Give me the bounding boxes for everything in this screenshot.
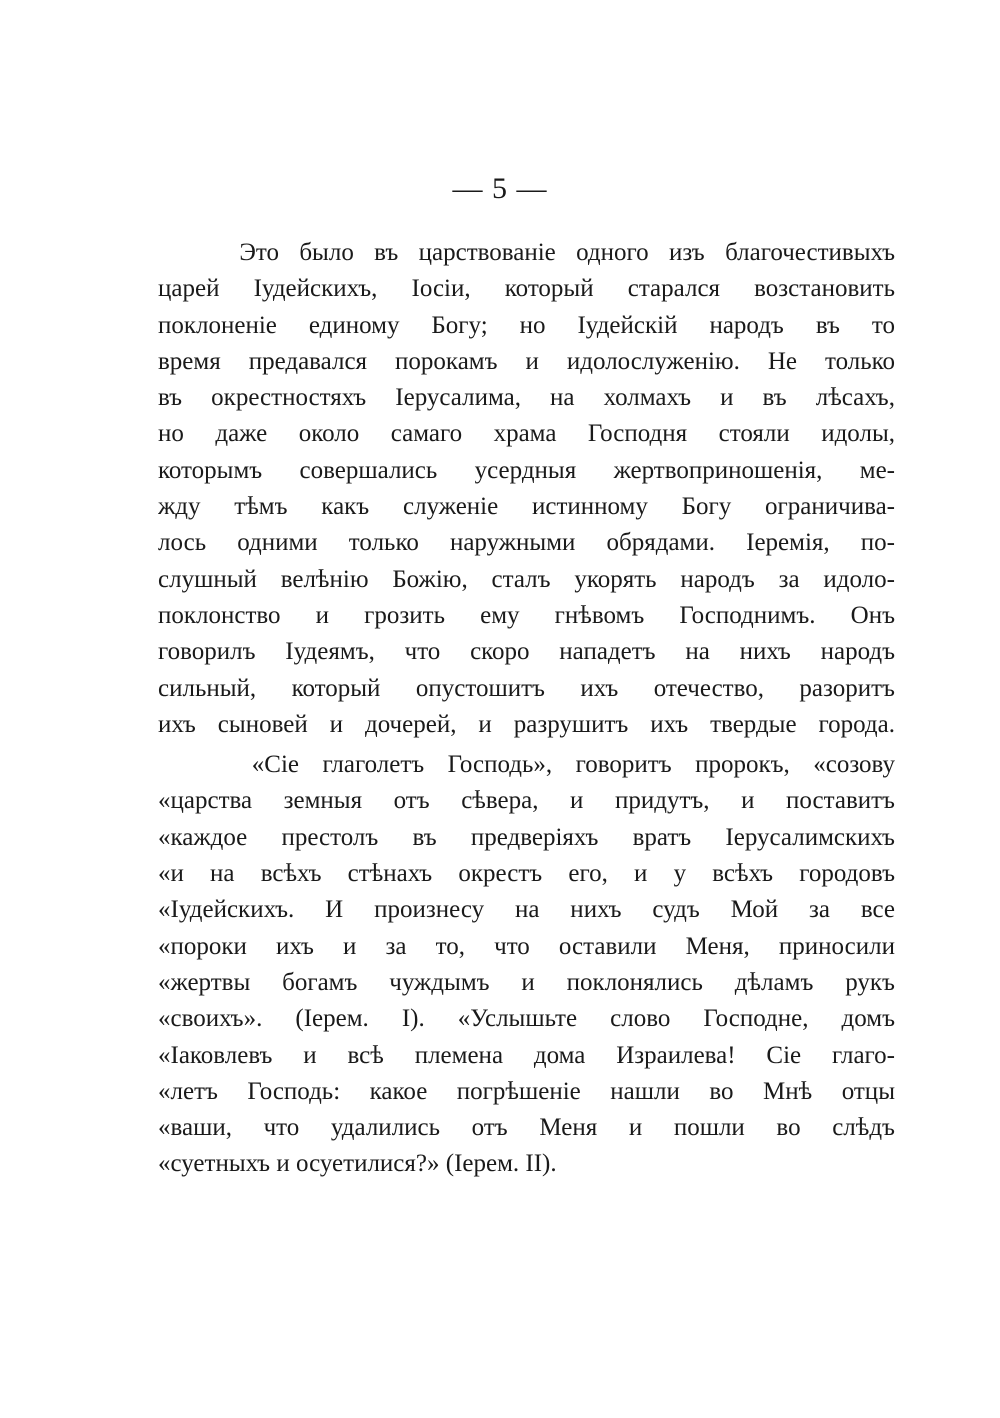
body-text [158,235,895,1183]
text-line: жду тѣмъ какъ служеніе истинному Богу ограничива- [158,493,895,521]
text-line: «жертвы богамъ чуждымъ и поклонялись дѣламъ рукъ [158,968,895,996]
paragraph-1 [158,235,895,743]
text-line: «Сіе глаголетъ Господь», говоритъ пророкъ, «созову [158,751,895,779]
text-line: поклоненіе единому Богу; но Іудейскій народъ въ то [158,311,895,339]
text-line: «пороки ихъ и за то, что оставили Меня, приносили [158,932,895,960]
text-line: «ваши, что удалились отъ Меня и пошли во слѣдъ [158,1114,895,1142]
text-line: «летъ Господь: какое погрѣшеніе нашли во Мнѣ отцы [158,1077,895,1105]
text-line: царей Іудейскихъ, Іосіи, который старался возстановить [158,275,895,303]
text-line: говорилъ Іудеямъ, что скоро нападетъ на нихъ народъ [158,638,895,666]
text-line: которымъ совершались усердныя жертвоприношенія, ме- [158,456,895,484]
text-line: время предавался порокамъ и идолослуженію. Не только [158,347,895,375]
text-line: «Іудейскихъ. И произнесу на нихъ судъ Мой за все [158,896,895,924]
text-line: лось одними только наружными обрядами. Іеремія, по- [158,529,895,557]
text-line: поклонство и грозить ему гнѣвомъ Господнимъ. Онъ [158,601,895,629]
text-line: «каждое престолъ въ предверіяхъ вратъ Іерусалимскихъ [158,823,895,851]
text-line: «своихъ». (Іерем. I). «Услышьте слово Господне, домъ [158,1005,895,1033]
text-line: «Іаковлевъ и всѣ племена дома Израилева! Сіе глаго- [158,1041,895,1069]
text-line: «и на всѣхъ стѣнахъ окрестъ его, и у всѣхъ городовъ [158,860,895,888]
text-line: ихъ сыновей и дочерей, и разрушитъ ихъ твердые города. [158,710,895,738]
text-line: Это было въ царствованіе одного изъ благочестивыхъ [158,239,895,266]
text-line: но даже около самаго храма Господня стояли идолы, [158,420,895,448]
page-number: — 5 — [452,172,548,205]
paragraph-2 [158,747,895,1183]
text-line: «суетныхъ и осуетилися?» (Іерем. II). [158,1150,557,1178]
text-line: «царства земныя отъ сѣвера, и придутъ, и поставитъ [158,787,895,815]
text-line: сильный, который опустошитъ ихъ отечество, разоритъ [158,674,895,702]
text-line: въ окрестностяхъ Іерусалима, на холмахъ и въ лѣсахъ, [158,384,895,412]
text-line: слушный велѣнію Божію, сталъ укорять народъ за идоло- [158,565,895,593]
